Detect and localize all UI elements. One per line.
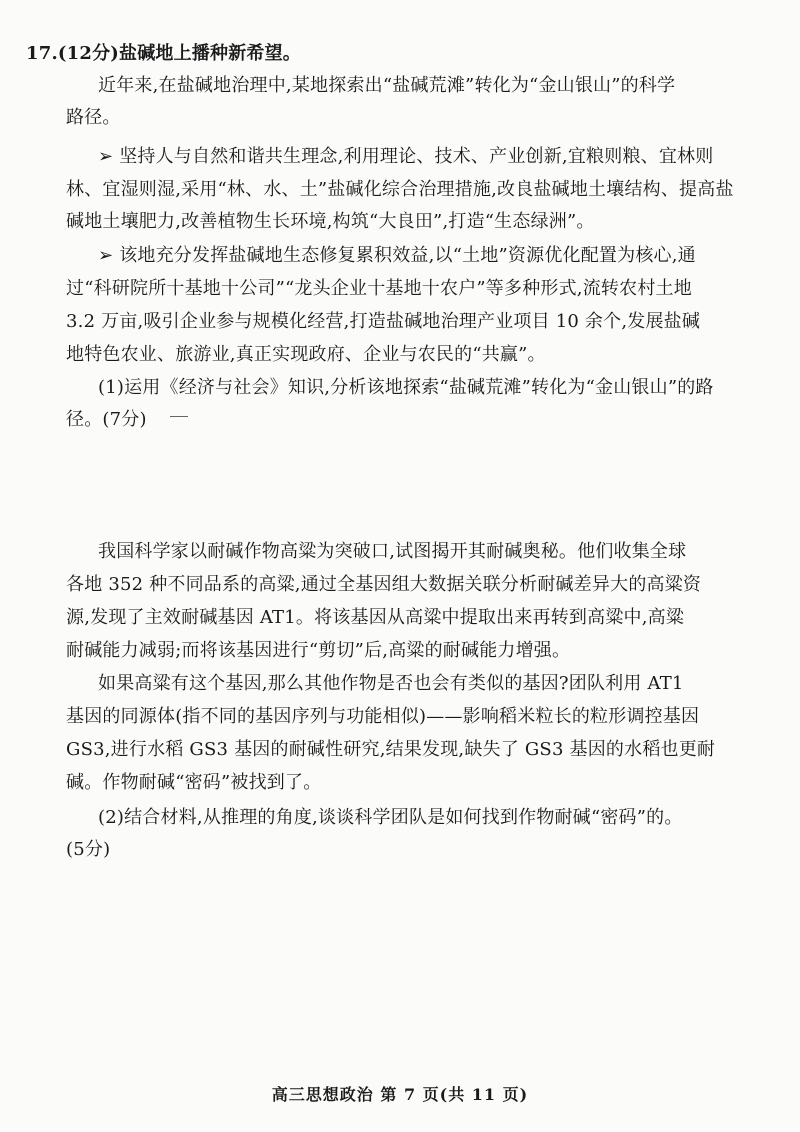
bullet1-line1: ➢ 坚持人与自然和谐共生理念,利用理论、技术、产业创新,宜粮则粮、宜林则 [98,146,714,167]
subquestion2-line1: (2)结合材料,从推理的角度,谈谈科学团队是如何找到作物耐碱“密码”的。 [98,807,683,828]
bullet1-line2: 林、宜湿则湿,采用“林、水、土”盐碱化综合治理措施,改良盐碱地土壤结构、提高盐 [66,179,734,200]
pen-mark [170,416,188,417]
bullet2-line3: 3.2 万亩,吸引企业参与规模化经营,打造盐碱地治理产业项目 10 余个,发展盐碱 [66,311,701,332]
page-footer: 高三思想政治 第 7 页(共 11 页) [271,1085,529,1104]
material2-para2-line3: GS3,进行水稻 GS3 基因的耐碱性研究,结果发现,缺失了 GS3 基因的水稻也更耐 [66,739,716,760]
material2-para2-line4: 碱。作物耐碱“密码”被找到了。 [66,772,322,793]
subquestion2-line2: (5分) [66,839,111,860]
bullet2-line2: 过“科研院所十基地十公司”“龙头企业十基地十农户”等多种形式,流转农村土地 [66,278,692,299]
material1-intro-line1: 近年来,在盐碱地治理中,某地探索出“盐碱荒滩”转化为“金山银山”的科学 [98,75,676,96]
subquestion1-line2: 径。(7分) [66,409,147,430]
subquestion1-line1: (1)运用《经济与社会》知识,分析该地探索“盐碱荒滩”转化为“金山银山”的路 [98,377,714,398]
bullet1-line3: 碱地土壤肥力,改善植物生长环境,构筑“大良田”,打造“生态绿洲”。 [66,211,595,232]
material2-para2-line2: 基因的同源体(指不同的基因序列与功能相似)——影响稻米粒长的粒形调控基因 [66,706,700,727]
material2-para1-line4: 耐碱能力减弱;而将该基因进行“剪切”后,高粱的耐碱能力增强。 [66,640,571,661]
question-title: 17.(12分)盐碱地上播种新希望。 [26,43,301,64]
material2-para1-line2: 各地 352 种不同品系的高粱,通过全基因组大数据关联分析耐碱差异大的高粱资 [66,574,702,595]
material1-intro-line2: 路径。 [66,107,121,128]
bullet2-line4: 地特色农业、旅游业,真正实现政府、企业与农民的“共赢”。 [66,344,546,365]
material2-para1-line1: 我国科学家以耐碱作物高粱为突破口,试图揭开其耐碱奥秘。他们收集全球 [98,541,687,562]
material2-para1-line3: 源,发现了主效耐碱基因 AT1。将该基因从高粱中提取出来再转到高粱中,高粱 [66,607,685,628]
bullet2-line1: ➢ 该地充分发挥盐碱地生态修复累积效益,以“土地”资源优化配置为核心,通 [98,245,696,266]
material2-para2-line1: 如果高粱有这个基因,那么其他作物是否也会有类似的基因?团队利用 AT1 [98,673,684,694]
